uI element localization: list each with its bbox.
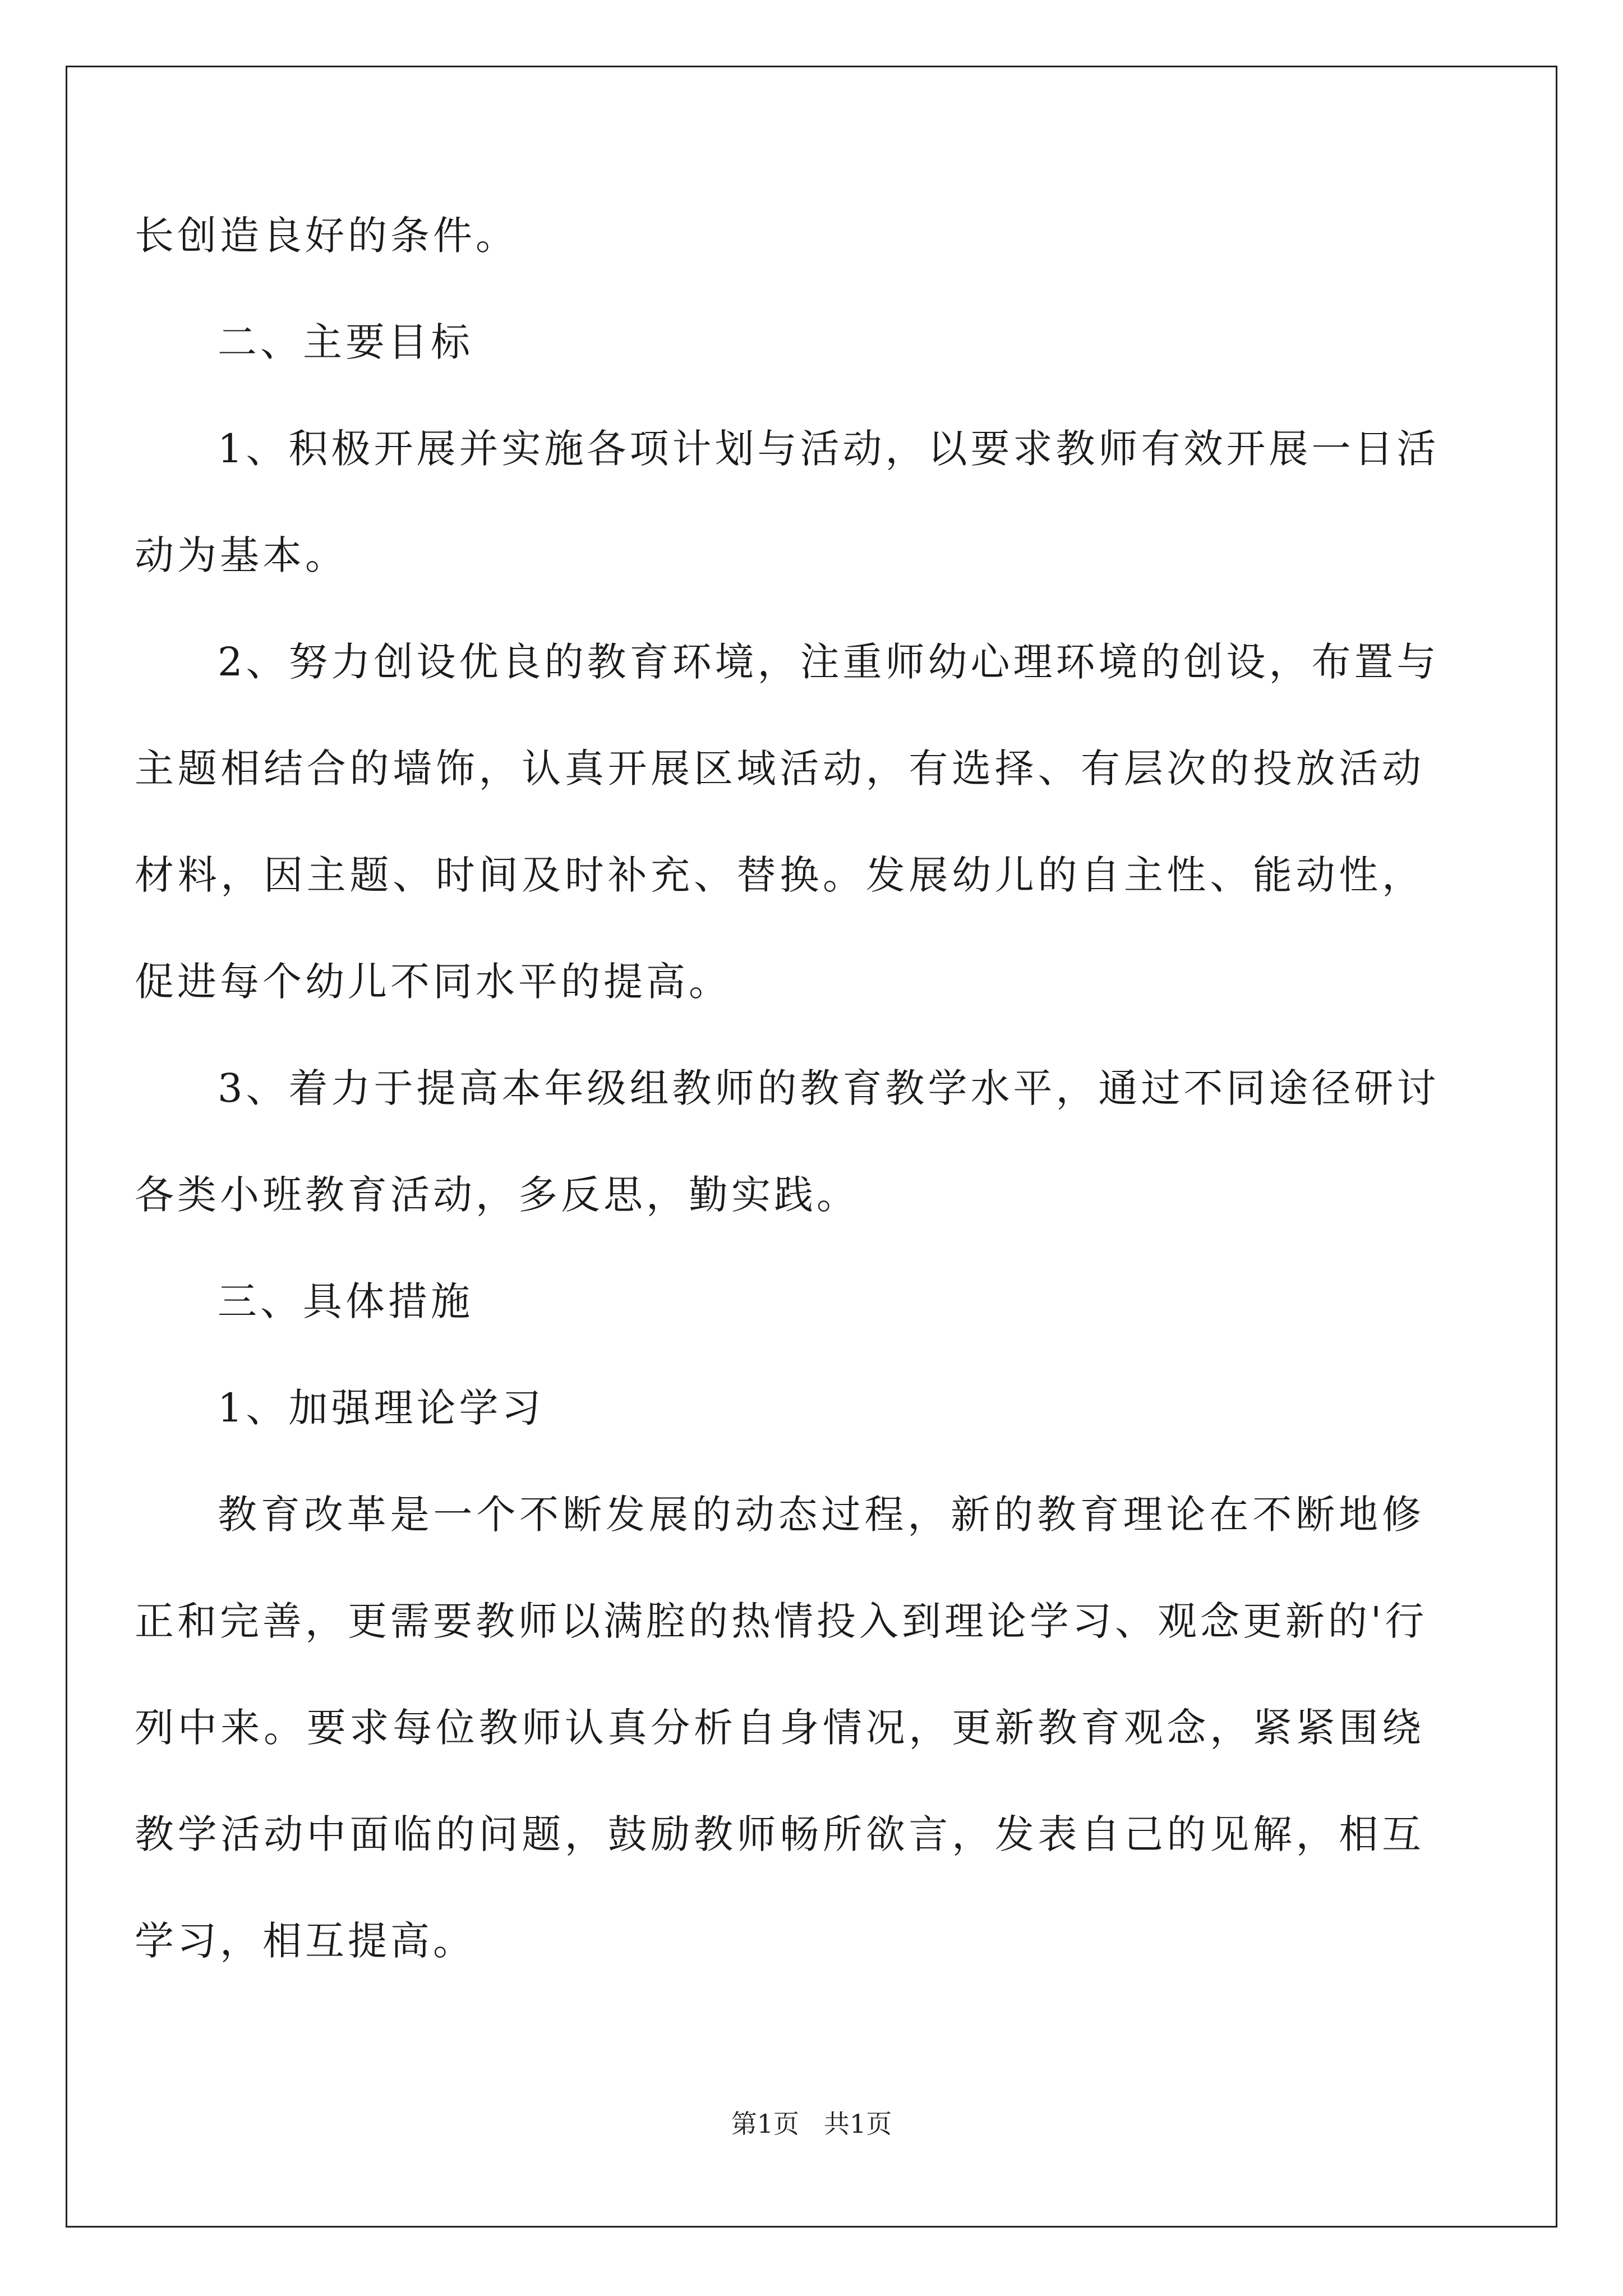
footer-spacer <box>799 2109 824 2139</box>
page-number: 第1页 <box>731 2109 800 2139</box>
paragraph-line: 主题相结合的墙饰，认真开展区域活动，有选择、有层次的投放活动 <box>135 746 1424 792</box>
paragraph-line: 动为基本。 <box>135 532 348 578</box>
paragraph-line: 材料，因主题、时间及时补充、替换。发展幼儿的自主性、能动性， <box>135 852 1424 898</box>
paragraph-line: 2、努力创设优良的教育环境，注重师幼心理环境的创设，布置与 <box>218 639 1440 685</box>
paragraph-line: 列中来。要求每位教师认真分析自身情况，更新教育观念，紧紧围绕 <box>135 1705 1424 1751</box>
paragraph-line: 各类小班教育活动，多反思，勤实践。 <box>135 1172 859 1218</box>
section-heading: 三、具体措施 <box>218 1278 473 1324</box>
paragraph-line: 长创造良好的条件。 <box>135 213 518 259</box>
page-total: 共1页 <box>823 2109 892 2139</box>
paragraph-line: 促进每个幼儿不同水平的提高。 <box>135 959 731 1005</box>
page-footer <box>0 2107 1623 2141</box>
paragraph-line: 教育改革是一个不断发展的动态过程，新的教育理论在不断地修 <box>218 1492 1424 1538</box>
paragraph-line: 正和完善，更需要教师以满腔的热情投入到理论学习、观念更新的'行 <box>135 1598 1428 1644</box>
paragraph-line: 教学活动中面临的问题，鼓励教师畅所欲言，发表自己的见解，相互 <box>135 1811 1424 1857</box>
section-heading: 二、主要目标 <box>218 319 473 365</box>
subsection-heading: 1、加强理论学习 <box>218 1385 545 1431</box>
paragraph-line: 1、积极开展并实施各项计划与活动，以要求教师有效开展一日活 <box>218 426 1440 472</box>
paragraph-line: 学习，相互提高。 <box>135 1918 476 1964</box>
paragraph-line: 3、着力于提高本年级组教师的教育教学水平，通过不同途径研讨 <box>218 1065 1440 1111</box>
page-border <box>66 66 1557 2228</box>
